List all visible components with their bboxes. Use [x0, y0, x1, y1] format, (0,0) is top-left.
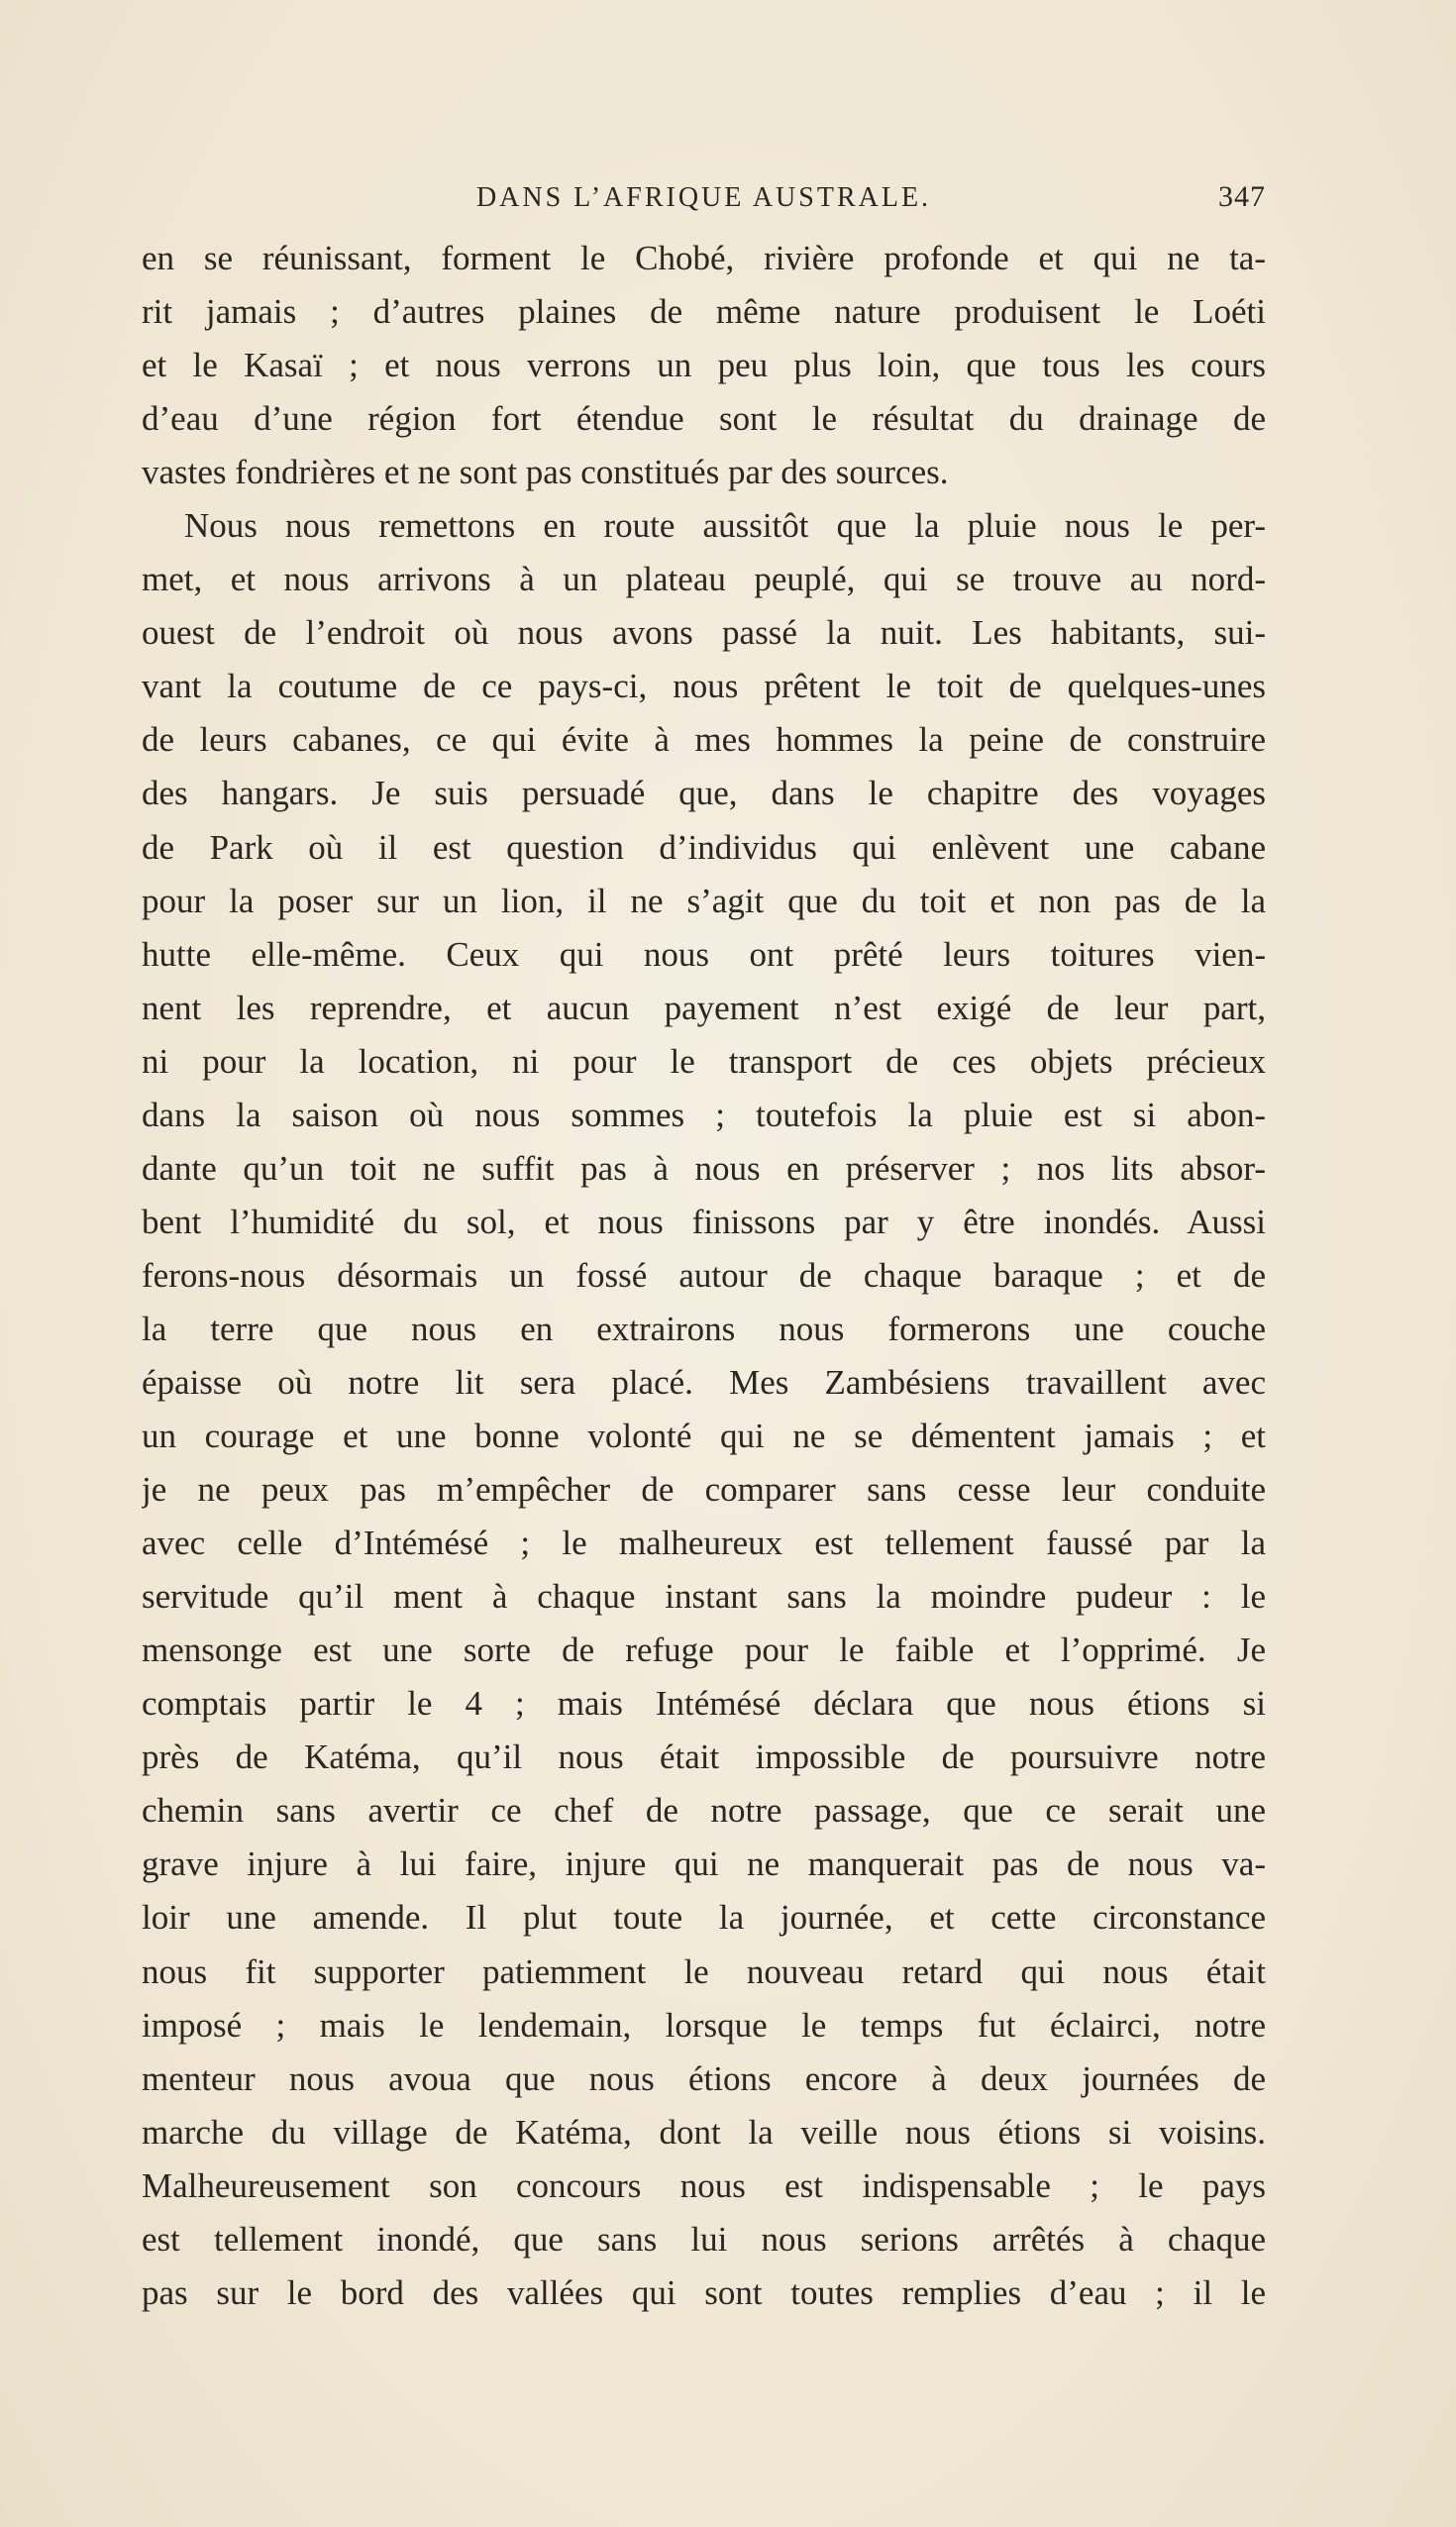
text-line: rit jamais ; d’autres plaines de même nature produisent le Loéti — [142, 292, 1266, 332]
text-line: servitude qu’il ment à chaque instant sans la moindre pudeur : le — [142, 1577, 1266, 1617]
text-line: hutte elle-même. Ceux qui nous ont prêté leurs toitures vien- — [142, 934, 1266, 974]
text-line: Malheureusement son concours nous est indispensable ; le pays — [142, 2165, 1266, 2205]
text-line: dans la saison où nous sommes ; toutefois la pluie est si abon- — [142, 1095, 1266, 1134]
text-line: des hangars. Je suis persuadé que, dans le chapitre des voyages — [142, 774, 1266, 813]
text-line: épaisse où notre lit sera placé. Mes Zambésiens travaillent avec — [142, 1362, 1266, 1402]
text-line: de leurs cabanes, ce qui évite à mes hommes la peine de construire — [142, 720, 1266, 760]
text-line: d’eau d’une région fort étendue sont le résultat du drainage de — [142, 399, 1266, 439]
paragraph-1 — [142, 232, 1266, 499]
text-line: imposé ; mais le lendemain, lorsque le temps fut éclairci, notre — [142, 2005, 1266, 2045]
text-line: ni pour la location, ni pour le transport de ces objets précieux — [142, 1041, 1266, 1081]
body-text — [142, 232, 1266, 2320]
text-line: est tellement inondé, que sans lui nous serions arrêtés à chaque — [142, 2219, 1266, 2259]
paragraph-2 — [142, 499, 1266, 2320]
text-line: chemin sans avertir ce chef de notre passage, que ce serait une — [142, 1791, 1266, 1831]
text-line: de Park où il est question d’individus qui enlèvent une cabane — [142, 827, 1266, 867]
running-head — [142, 178, 1266, 218]
text-line: je ne peux pas m’empêcher de comparer sans cesse leur conduite — [142, 1470, 1266, 1510]
text-line: vastes fondrières et ne sont pas constitués par des sources. — [142, 453, 949, 492]
text-line: bent l’humidité du sol, et nous finissons par y être inondés. Aussi — [142, 1202, 1266, 1241]
text-line: en se réunissant, forment le Chobé, rivière profonde et qui ne ta- — [142, 239, 1266, 277]
text-line: pour la poser sur un lion, il ne s’agit que du toit et non pas de la — [142, 881, 1266, 920]
text-line: dante qu’un toit ne suffit pas à nous en préserver ; nos lits absor- — [142, 1148, 1266, 1188]
text-line: loir une amende. Il plut toute la journée, et cette circonstance — [142, 1898, 1266, 1938]
text-line: la terre que nous en extrairons nous formerons une couche — [142, 1309, 1266, 1348]
text-line: un courage et une bonne volonté qui ne se démentent jamais ; et — [142, 1417, 1266, 1456]
text-line: nent les reprendre, et aucun payement n’est exigé de leur part, — [142, 988, 1266, 1027]
text-line: pas sur le bord des vallées qui sont toutes remplies d’eau ; il le — [142, 2272, 1266, 2312]
text-line: nous fit supporter patiemment le nouveau retard qui nous était — [142, 1951, 1266, 1991]
text-line: Nous nous remettons en route aussitôt que la pluie nous le per- — [184, 506, 1266, 546]
text-line: ouest de l’endroit où nous avons passé la nuit. Les habitants, sui- — [142, 613, 1266, 653]
running-title: DANS L’AFRIQUE AUSTRALE. — [475, 182, 932, 213]
text-line: menteur nous avoua que nous étions encore à deux journées de — [142, 2058, 1266, 2098]
text-line: et le Kasaï ; et nous verrons un peu plus loin, que tous les cours — [142, 346, 1266, 385]
text-line: comptais partir le 4 ; mais Intémésé déclara que nous étions si — [142, 1684, 1266, 1724]
page-number: 347 — [1218, 180, 1266, 213]
text-line: ferons-nous désormais un fossé autour de chaque baraque ; et de — [142, 1255, 1266, 1295]
text-line: marche du village de Katéma, dont la veille nous étions si voisins. — [142, 2112, 1266, 2152]
text-line: met, et nous arrivons à un plateau peuplé, qui se trouve au nord- — [142, 560, 1266, 599]
text-line: grave injure à lui faire, injure qui ne manquerait pas de nous va- — [142, 1844, 1266, 1884]
text-line: vant la coutume de ce pays-ci, nous prêtent le toit de quelques-unes — [142, 667, 1266, 706]
text-line: près de Katéma, qu’il nous était impossible de poursuivre notre — [142, 1737, 1266, 1777]
text-line: avec celle d’Intémésé ; le malheureux est tellement faussé par la — [142, 1524, 1266, 1563]
text-line: mensonge est une sorte de refuge pour le faible et l’opprimé. Je — [142, 1631, 1266, 1670]
